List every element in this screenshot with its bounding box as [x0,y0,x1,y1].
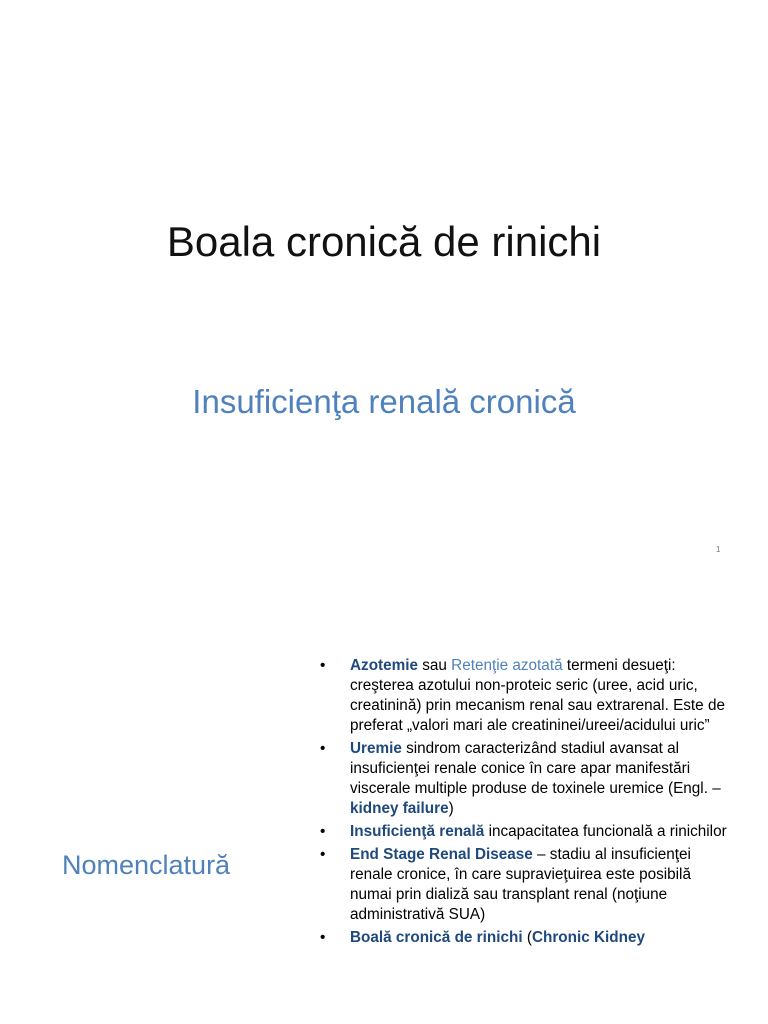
bullet-term: Boală cronică de rinichi [350,929,523,946]
bullet-text: termeni desueţi: creşterea azotului non-proteic seric (uree, acid uric, creatinină) prin mecanism renal sau extrarenal. Este de preferat „valori mari ale creatininei/ureei/acidului uric” [350,657,725,734]
bullet-list [319,656,729,951]
bullet-text: ( [522,929,532,946]
bullet-text: sau [418,657,452,674]
bullet-term: Chronic Kidney [531,929,645,946]
bullet-dot-icon: • [320,823,326,840]
section-heading: Nomenclatură [62,850,231,880]
bullet-text: incapacitatea funcională a rinichilor [484,823,727,840]
bullet-term: Insuficienţă renală [350,823,485,840]
bullet-item [319,845,729,925]
bullet-dot-icon: • [320,846,326,863]
bullet-dot-icon: • [320,740,326,757]
bullet-term: Retenţie azotată [451,657,563,674]
slide-title: Boala cronică de rinichi [166,218,602,265]
bullet-dot-icon: • [320,929,326,946]
bullet-item [319,928,729,948]
bullet-text: sindrom caracterizând stadiul avansat al insuficienţei renale conice în care apar manifestări viscerale multiple produse de toxinele uremice (Engl. – [350,740,721,797]
bullet-item [319,656,729,736]
bullet-text: – stadiu al insuficienţei renale cronice, în care supravieţuirea este posibilă numai prin dializă sau transplant renal (noţiune administrativă SUA) [350,846,691,923]
bullet-term: Azotemie [350,657,418,674]
bullet-term: Uremie [350,740,402,757]
page-number: 1 [716,545,721,554]
bullet-item [319,739,729,819]
slide-2 [0,600,768,1024]
bullet-dot-icon: • [320,657,326,674]
bullet-term: kidney failure [350,800,449,817]
bullet-text: ) [448,800,454,817]
bullet-item [319,822,729,842]
slide-subtitle: Insuficienţa renală cronică [192,383,576,420]
bullet-term: End Stage Renal Disease [350,846,533,863]
